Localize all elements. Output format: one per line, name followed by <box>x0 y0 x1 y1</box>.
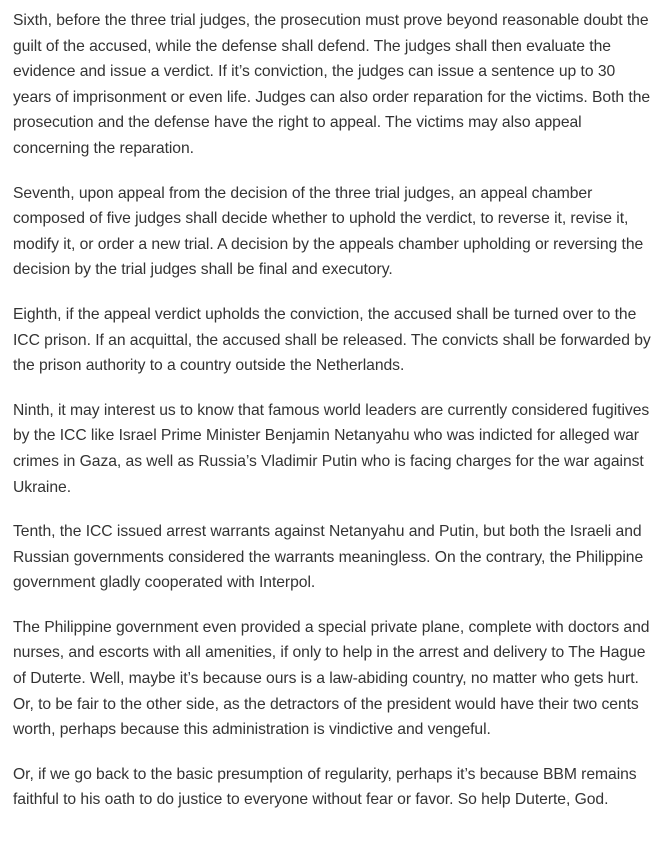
paragraph-ninth: Ninth, it may interest us to know that famous world leaders are currently considered fugitives by the ICC like Israel Prime Minister Benjamin Netanyahu who was indicted for alleged war crimes in Gaza, as well as Russia’s Vladimir Putin who is facing charges for the war against Ukraine. <box>13 401 650 496</box>
paragraph-conclusion: Or, if we go back to the basic presumption of regularity, perhaps it’s because BBM remains faithful to his oath to do justice to everyone without fear or favor. So help Duterte, God. <box>13 765 637 809</box>
paragraph-seventh: Seventh, upon appeal from the decision of the three trial judges, an appeal chamber composed of five judges shall decide whether to uphold the verdict, to reverse it, revise it, modify it, or order a new trial. A decision by the appeals chamber upholding or reversing the decision by the trial judges shall be final and executory. <box>13 184 644 279</box>
paragraph-eighth: Eighth, if the appeal verdict upholds the conviction, the accused shall be turned over to the ICC prison. If an acquittal, the accused shall be released. The convicts shall be forwarded by the prison authority to a country outside the Netherlands. <box>13 305 651 375</box>
paragraph-sixth: Sixth, before the three trial judges, the prosecution must prove beyond reasonable doubt the guilt of the accused, while the defense shall defend. The judges shall then evaluate the evidence and issue a verdict. If it’s conviction, the judges can issue a sentence up to 30 years of imprisonment or even life. Judges can also order reparation for the victims. Both the prosecution and the defense have the right to appeal. The victims may also appeal concerning the reparation. <box>13 12 651 157</box>
paragraph-private-plane: The Philippine government even provided a special private plane, complete with doctors and nurses, and escorts with all amenities, if only to help in the arrest and delivery to The Hague of Duterte. Well, maybe it’s because ours is a law-abiding country, no matter who gets hurt. Or, to be fair to the other side, as the detractors of the president would have their two cents worth, perhaps because this administration is vindictive and vengeful. <box>13 618 650 739</box>
article-body <box>13 8 653 832</box>
paragraph-tenth: Tenth, the ICC issued arrest warrants against Netanyahu and Putin, but both the Israeli and Russian governments considered the warrants meaningless. On the contrary, the Philippine government gladly cooperated with Interpol. <box>13 523 644 592</box>
